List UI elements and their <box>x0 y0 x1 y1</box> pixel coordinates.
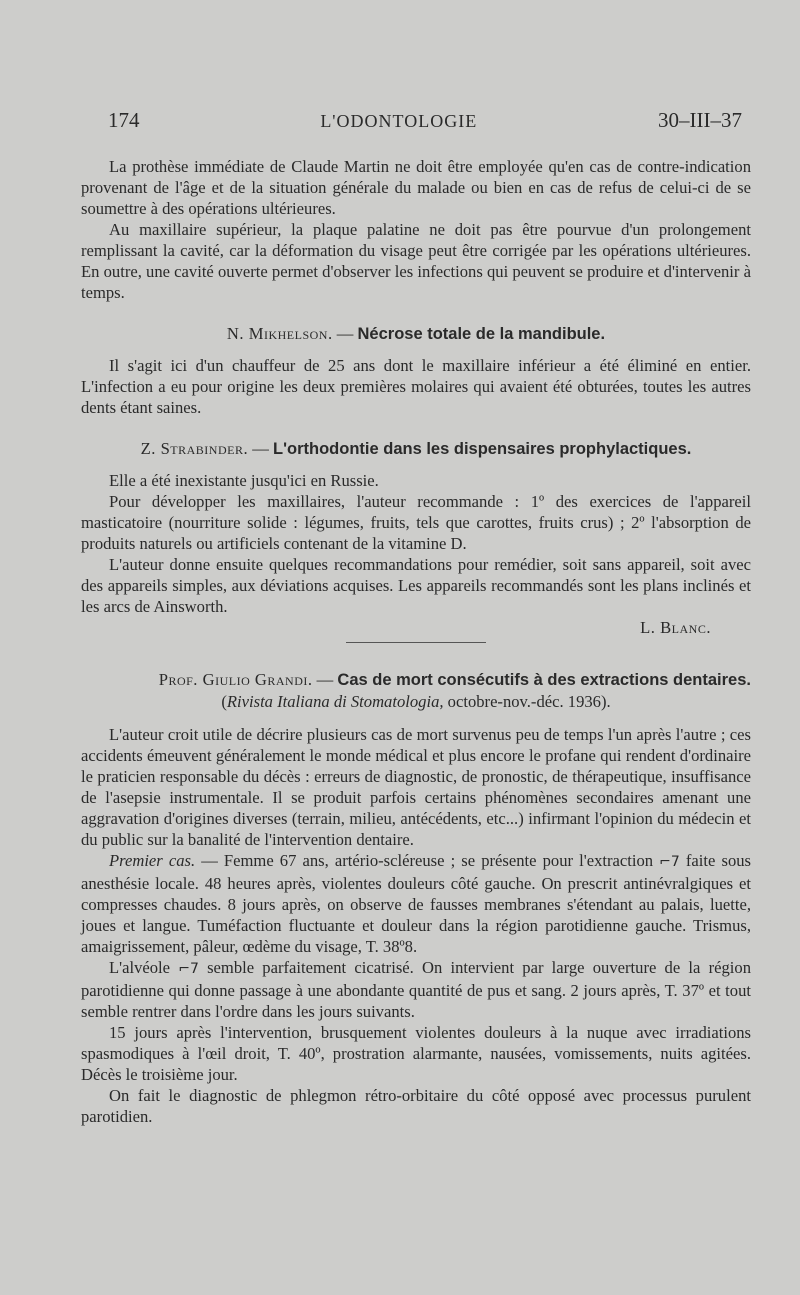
section-author: Prof. Giulio Grandi. <box>158 670 313 689</box>
paragraph: Pour développer les maxillaires, l'auteur recommande : 1º des exercices de l'appareil masticatoire (nourriture solide : légumes, fruits, tels que carottes, fruits crus) ; 2º l'absorption de produits naturels ou artificiels contenant de la vitamine D. <box>81 492 751 553</box>
running-header <box>108 108 742 133</box>
section-author: N. Mikhelson. <box>226 324 333 343</box>
paragraph: L'alvéole ⌐7 semble parfaitement cicatrisé. On intervient par large ouverture de la région parotidienne qui donne passage à une abondante quantité de pus et sang. 2 jours après, T. 37º et tout semble rentrer dans l'ordre dans les jours suivants. <box>81 958 751 1021</box>
case-label: Premier cas. <box>109 851 196 870</box>
issue-date: 30–III–37 <box>658 108 742 132</box>
section-heading: Z. Strabinder. — L'orthodontie dans les dispensaires prophylactiques. <box>140 439 692 458</box>
paragraph: Premier cas. — Femme 67 ans, artério-scléreuse ; se présente pour l'extraction ⌐7 faite sous anesthésie locale. 48 heures après, violentes douleurs côté gauche. On prescrit antinévralgiques et compresses chaudes. 8 jours après, on observe de fausses membranes s'étendant au palais, luette, joues et langue. Tuméfaction fluctuante et douleur dans la région parotidienne gauche. Trismus, amaigrissement, pâleur, œdème du visage, T. 38º8. <box>81 851 751 956</box>
tooth-notation: ⌐7 <box>178 961 199 977</box>
journal-title: L'ODONTOLOGIE <box>320 111 478 131</box>
section-title: Nécrose totale de la mandibule. <box>357 325 606 343</box>
section-title: L'orthodontie dans les dispensaires prophylactiques. <box>273 440 692 458</box>
paragraph: Au maxillaire supérieur, la plaque palatine ne doit pas être pourvue d'un prolongement remplissant la cavité, car la déformation du visage peut être corrigée par les opérations ultérieures. En outre, une cavité ouverte permet d'observer les infections qui peuvent se produire et d'intervenir à temps. <box>81 220 751 302</box>
source-journal: Rivista Italiana di Stomatologia, <box>226 692 444 711</box>
paragraph: L'auteur donne ensuite quelques recommandations pour remédier, soit sans appareil, soit avec des appareils simples, aux déviations acquises. Les appareils recommandés sont les plans inclinés et les arcs de Ainsworth. <box>81 555 751 616</box>
article-body <box>81 156 751 1127</box>
section-author: Z. Strabinder. <box>140 439 249 458</box>
paragraph: L'auteur croit utile de décrire plusieurs cas de mort survenus peu de temps l'un après l'autre ; ces accidents émeuvent généralement le monde médical et plus encore le profane qui rendent d'ordinaire le praticien responsable du décès : erreurs de diagnostic, de pronostic, de thérapeutique, insuffisance de l'asepsie instrumentale. Il se produit parfois certains phénomènes secondaires amenant une aggravation d'origines diverses (terrain, milieu, antécédents, etc...) infirmant l'opinion du médecin et du public sur la banalité de l'intervention dentaire. <box>81 725 751 849</box>
paragraph: Elle a été inexistante jusqu'ici en Russie. <box>109 471 379 490</box>
signature: L. Blanc. <box>640 618 711 637</box>
source-citation: (Rivista Italiana di Stomatologia, octobre-nov.-déc. 1936). <box>221 692 611 711</box>
paragraph: On fait le diagnostic de phlegmon rétro-orbitaire du côté opposé avec processus purulent parotidien. <box>81 1086 751 1126</box>
paragraph: La prothèse immédiate de Claude Martin ne doit être employée qu'en cas de contre-indication provenant de l'âge et de la situation générale du malade ou bien en cas de refus de celui-ci de se soumettre à des opérations ultérieures. <box>81 157 751 218</box>
section-heading: N. Mikhelson. — Nécrose totale de la mandibule. <box>226 324 606 343</box>
separator-rule <box>346 642 486 643</box>
section-title: Cas de mort consécutifs à des extractions dentaires. <box>337 671 751 689</box>
tooth-notation: ⌐7 <box>659 854 680 870</box>
page-number: 174 <box>108 108 140 132</box>
section-heading: Prof. Giulio Grandi. — Cas de mort consécutifs à des extractions dentaires. <box>158 670 751 689</box>
paragraph: Il s'agit ici d'un chauffeur de 25 ans dont le maxillaire inférieur a été éliminé en entier. L'infection a eu pour origine les deux premières molaires qui avaient été obturées, toutes les autres dents étant saines. <box>81 356 751 417</box>
paragraph: 15 jours après l'intervention, brusquement violentes douleurs à la nuque avec irradiations spasmodiques à l'œil droit, T. 40º, prostration alarmante, nausées, vomissements, nuits agitées. Décès le troisième jour. <box>81 1023 751 1084</box>
